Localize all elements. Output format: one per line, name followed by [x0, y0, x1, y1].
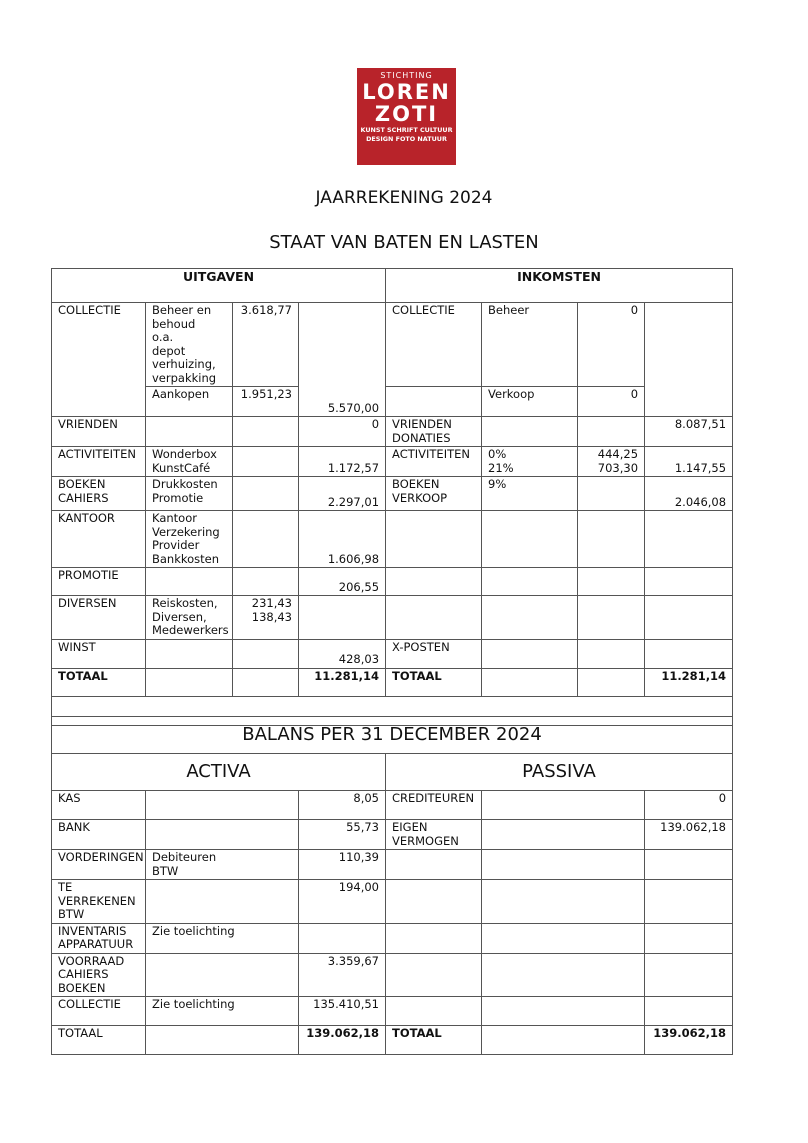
cell-empty — [482, 417, 578, 447]
cell-collectie-total: 5.570,00 — [299, 303, 386, 417]
cell-promotie-total: 206,55 — [299, 568, 386, 596]
cell-boeken-cat: BOEKEN CAHIERS — [52, 477, 146, 511]
cell-activiteiten-total: 1.172,57 — [299, 447, 386, 477]
cell-empty — [386, 923, 482, 953]
cell-vrienden-right-cat: VRIENDEN DONATIES — [386, 417, 482, 447]
cell-empty — [482, 511, 578, 568]
cell-vorderingen-desc: Debiteuren BTW — [146, 850, 299, 880]
cell-empty — [482, 880, 645, 924]
cell-empty — [386, 850, 482, 880]
cell-empty — [386, 997, 482, 1026]
cell-empty — [645, 596, 733, 640]
cell-empty — [645, 997, 733, 1026]
cell-empty — [645, 568, 733, 596]
cell-inventaris-cat: INVENTARIS APPARATUUR — [52, 923, 146, 953]
logo-stichting-text: STICHTING — [380, 71, 433, 80]
cell-collectie-right-amt2: 0 — [578, 387, 645, 417]
cell-vrienden-total: 0 — [299, 417, 386, 447]
cell-empty — [233, 417, 299, 447]
cell-bank-cat: BANK — [52, 820, 146, 850]
cell-empty — [299, 596, 386, 640]
cell-empty — [299, 923, 386, 953]
cell-empty — [482, 953, 645, 997]
cell-collectie-right-desc1: Beheer — [482, 303, 578, 387]
cell-totaal-right: 11.281,14 — [645, 668, 733, 696]
cell-empty — [233, 568, 299, 596]
cell-vrienden-cat: VRIENDEN — [52, 417, 146, 447]
cell-totaal-label: TOTAAL — [52, 668, 146, 696]
cell-boeken-right-cat: BOEKEN VERKOOP — [386, 477, 482, 511]
cell-empty — [146, 820, 299, 850]
baten-lasten-table — [51, 268, 733, 726]
cell-empty — [482, 820, 645, 850]
cell-inventaris-desc: Zie toelichting — [146, 923, 299, 953]
cell-winst-total: 428,03 — [299, 639, 386, 668]
cell-empty — [645, 850, 733, 880]
cell-collectie-cat: COLLECTIE — [52, 303, 146, 417]
inkomsten-header: INKOMSTEN — [386, 269, 733, 303]
activa-header: ACTIVA — [52, 754, 386, 791]
cell-activiteiten-right-desc: 0% 21% — [482, 447, 578, 477]
cell-boeken-right-total: 2.046,08 — [645, 477, 733, 511]
cell-collectie-balans-desc: Zie toelichting — [146, 997, 299, 1026]
cell-balans-totaal-right-label: TOTAAL — [386, 1026, 482, 1055]
cell-empty — [233, 511, 299, 568]
cell-kantoor-total: 1.606,98 — [299, 511, 386, 568]
logo-tagline-2: DESIGN FOTO NATUUR — [366, 135, 447, 143]
cell-collectie-desc2: Aankopen — [146, 387, 233, 417]
cell-empty — [645, 880, 733, 924]
cell-empty — [146, 791, 299, 820]
cell-diversen-cat: DIVERSEN — [52, 596, 146, 640]
cell-kantoor-cat: KANTOOR — [52, 511, 146, 568]
cell-crediteuren-amt: 0 — [645, 791, 733, 820]
cell-empty — [386, 953, 482, 997]
document-title: JAARREKENING 2024 — [315, 188, 493, 208]
cell-eigen-vermogen-cat: EIGEN VERMOGEN — [386, 820, 482, 850]
cell-empty — [233, 639, 299, 668]
cell-activiteiten-desc: Wonderbox KunstCafé — [146, 447, 233, 477]
cell-collectie-right-desc2: Verkoop — [482, 387, 578, 417]
cell-collectie-desc1: Beheer en behoud o.a. depot verhuizing, verpakking — [146, 303, 233, 387]
cell-empty — [146, 953, 299, 997]
cell-empty — [482, 668, 578, 696]
cell-xposten-cat: X-POSTEN — [386, 639, 482, 668]
balans-table — [51, 716, 733, 1055]
cell-collectie-right-cat: COLLECTIE — [386, 303, 482, 387]
cell-activiteiten-right-total: 1.147,55 — [645, 447, 733, 477]
logo-zoti-text: ZOTI — [374, 102, 439, 126]
cell-empty — [386, 568, 482, 596]
cell-empty — [482, 568, 578, 596]
stichting-logo — [357, 68, 456, 165]
cell-collectie-amt2: 1.951,23 — [233, 387, 299, 417]
cell-empty — [146, 639, 233, 668]
cell-kantoor-desc: Kantoor Verzekering Provider Bankkosten — [146, 511, 233, 568]
cell-collectie-balans-amt: 135.410,51 — [299, 997, 386, 1026]
cell-kas-cat: KAS — [52, 791, 146, 820]
cell-empty — [233, 668, 299, 696]
cell-empty — [482, 596, 578, 640]
cell-balans-totaal-label: TOTAAL — [52, 1026, 146, 1055]
cell-vorderingen-amt: 110,39 — [299, 850, 386, 880]
logo-loren-text: LOREN — [362, 80, 451, 104]
cell-empty — [578, 596, 645, 640]
cell-empty — [482, 850, 645, 880]
cell-empty — [578, 417, 645, 447]
cell-collectie-right-amt1: 0 — [578, 303, 645, 387]
cell-empty — [386, 387, 482, 417]
cell-kas-amt: 8,05 — [299, 791, 386, 820]
cell-totaal-right-label: TOTAAL — [386, 668, 482, 696]
cell-diversen-desc: Reiskosten, Diversen, Medewerkers — [146, 596, 233, 640]
cell-collectie-balans-cat: COLLECTIE — [52, 997, 146, 1026]
cell-te-verrekenen-amt: 194,00 — [299, 880, 386, 924]
cell-empty — [482, 791, 645, 820]
cell-empty — [146, 880, 299, 924]
cell-boeken-right-desc: 9% — [482, 477, 578, 511]
cell-empty — [645, 953, 733, 997]
section-title-baten: STAAT VAN BATEN EN LASTEN — [269, 232, 539, 253]
logo-tagline-1: KUNST SCHRIFT CULTUUR — [360, 126, 453, 134]
cell-activiteiten-right-cat: ACTIVITEITEN — [386, 447, 482, 477]
cell-vrienden-right-total: 8.087,51 — [645, 417, 733, 447]
cell-empty — [146, 417, 233, 447]
cell-activiteiten-cat: ACTIVITEITEN — [52, 447, 146, 477]
cell-empty — [482, 639, 578, 668]
cell-promotie-cat: PROMOTIE — [52, 568, 146, 596]
cell-activiteiten-right-amt: 444,25 703,30 — [578, 447, 645, 477]
cell-diversen-amt: 231,43 138,43 — [233, 596, 299, 640]
cell-empty — [645, 511, 733, 568]
cell-empty — [578, 639, 645, 668]
cell-empty — [146, 1026, 299, 1055]
cell-empty — [482, 997, 645, 1026]
cell-boeken-desc: Drukkosten Promotie — [146, 477, 233, 511]
cell-empty — [482, 923, 645, 953]
cell-collectie-amt1: 3.618,77 — [233, 303, 299, 387]
cell-empty — [578, 511, 645, 568]
cell-balans-totaal-right: 139.062,18 — [645, 1026, 733, 1055]
cell-voorraad-amt: 3.359,67 — [299, 953, 386, 997]
cell-empty — [146, 568, 233, 596]
cell-crediteuren-cat: CREDITEUREN — [386, 791, 482, 820]
cell-collectie-right-total — [645, 303, 733, 417]
cell-empty — [386, 596, 482, 640]
passiva-header: PASSIVA — [386, 754, 733, 791]
cell-empty — [386, 880, 482, 924]
cell-empty — [645, 639, 733, 668]
cell-empty — [233, 477, 299, 511]
uitgaven-header: UITGAVEN — [52, 269, 386, 303]
section-title-balans: BALANS PER 31 DECEMBER 2024 — [52, 717, 733, 754]
cell-boeken-total: 2.297,01 — [299, 477, 386, 511]
cell-empty — [645, 923, 733, 953]
cell-voorraad-cat: VOORRAAD CAHIERS BOEKEN — [52, 953, 146, 997]
cell-te-verrekenen-cat: TE VERREKENEN BTW — [52, 880, 146, 924]
cell-balans-totaal-left: 139.062,18 — [299, 1026, 386, 1055]
cell-eigen-vermogen-amt: 139.062,18 — [645, 820, 733, 850]
cell-empty — [578, 668, 645, 696]
cell-totaal-left: 11.281,14 — [299, 668, 386, 696]
cell-vorderingen-cat: VORDERINGEN — [52, 850, 146, 880]
cell-bank-amt: 55,73 — [299, 820, 386, 850]
cell-empty — [578, 477, 645, 511]
cell-winst-cat: WINST — [52, 639, 146, 668]
cell-empty — [146, 668, 233, 696]
cell-empty — [482, 1026, 645, 1055]
cell-empty — [233, 447, 299, 477]
cell-empty — [386, 511, 482, 568]
cell-empty — [578, 568, 645, 596]
